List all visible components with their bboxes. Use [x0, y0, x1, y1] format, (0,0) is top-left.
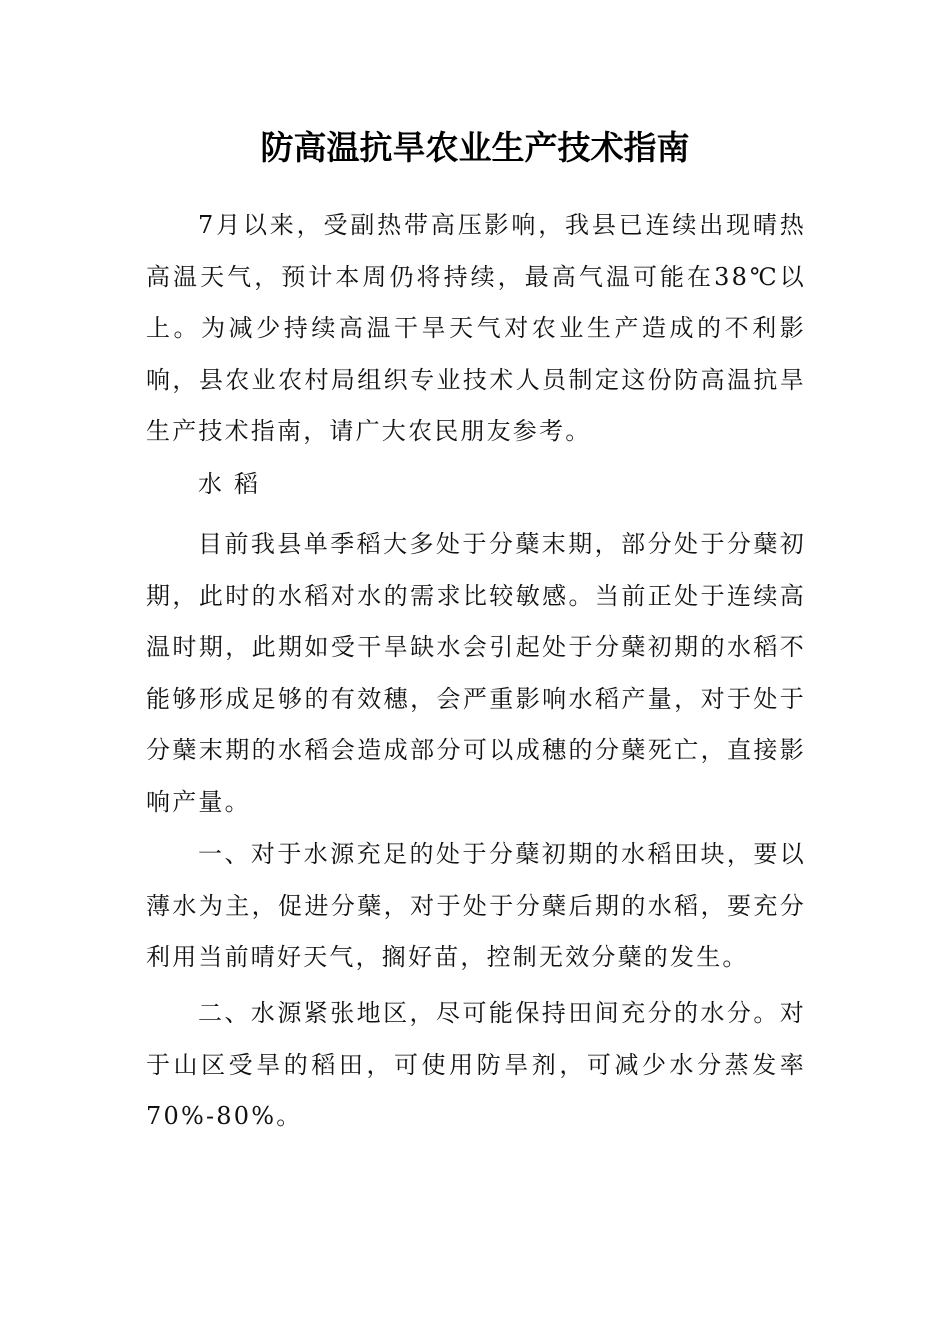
intro-paragraph: 7月以来，受副热带高压影响，我县已连续出现晴热高温天气，预计本周仍将持续，最高气温可能在38℃以上。为减少持续高温干旱天气对农业生产造成的不利影响，县农业农村局组织专业技术人员制定这份防高温抗旱生产技术指南，请广大农民朋友参考。	[146, 211, 806, 445]
section-heading-rice: 水稻	[198, 470, 270, 498]
rice-status-paragraph: 目前我县单季稻大多处于分蘖末期，部分处于分蘖初期，此时的水稻对水的需求比较敏感。当前正处于连续高温时期，此期如受干旱缺水会引起处于分蘖初期的水稻不能够形成足够的有效穗，会严重影响水稻产量，对于处于分蘖末期的水稻会造成部分可以成穗的分蘖死亡，直接影响产量。	[146, 530, 806, 816]
document-title: 防高温抗旱农业生产技术指南	[260, 128, 690, 167]
measure-two-paragraph: 二、水源紧张地区，尽可能保持田间充分的水分。对于山区受旱的稻田，可使用防旱剂，可减少水分蒸发率70%-80%。	[146, 999, 806, 1130]
measure-one-paragraph: 一、对于水源充足的处于分蘖初期的水稻田块，要以薄水为主，促进分蘖，对于处于分蘖后期的水稻，要充分利用当前晴好天气，搁好苗，控制无效分蘖的发生。	[146, 840, 806, 971]
